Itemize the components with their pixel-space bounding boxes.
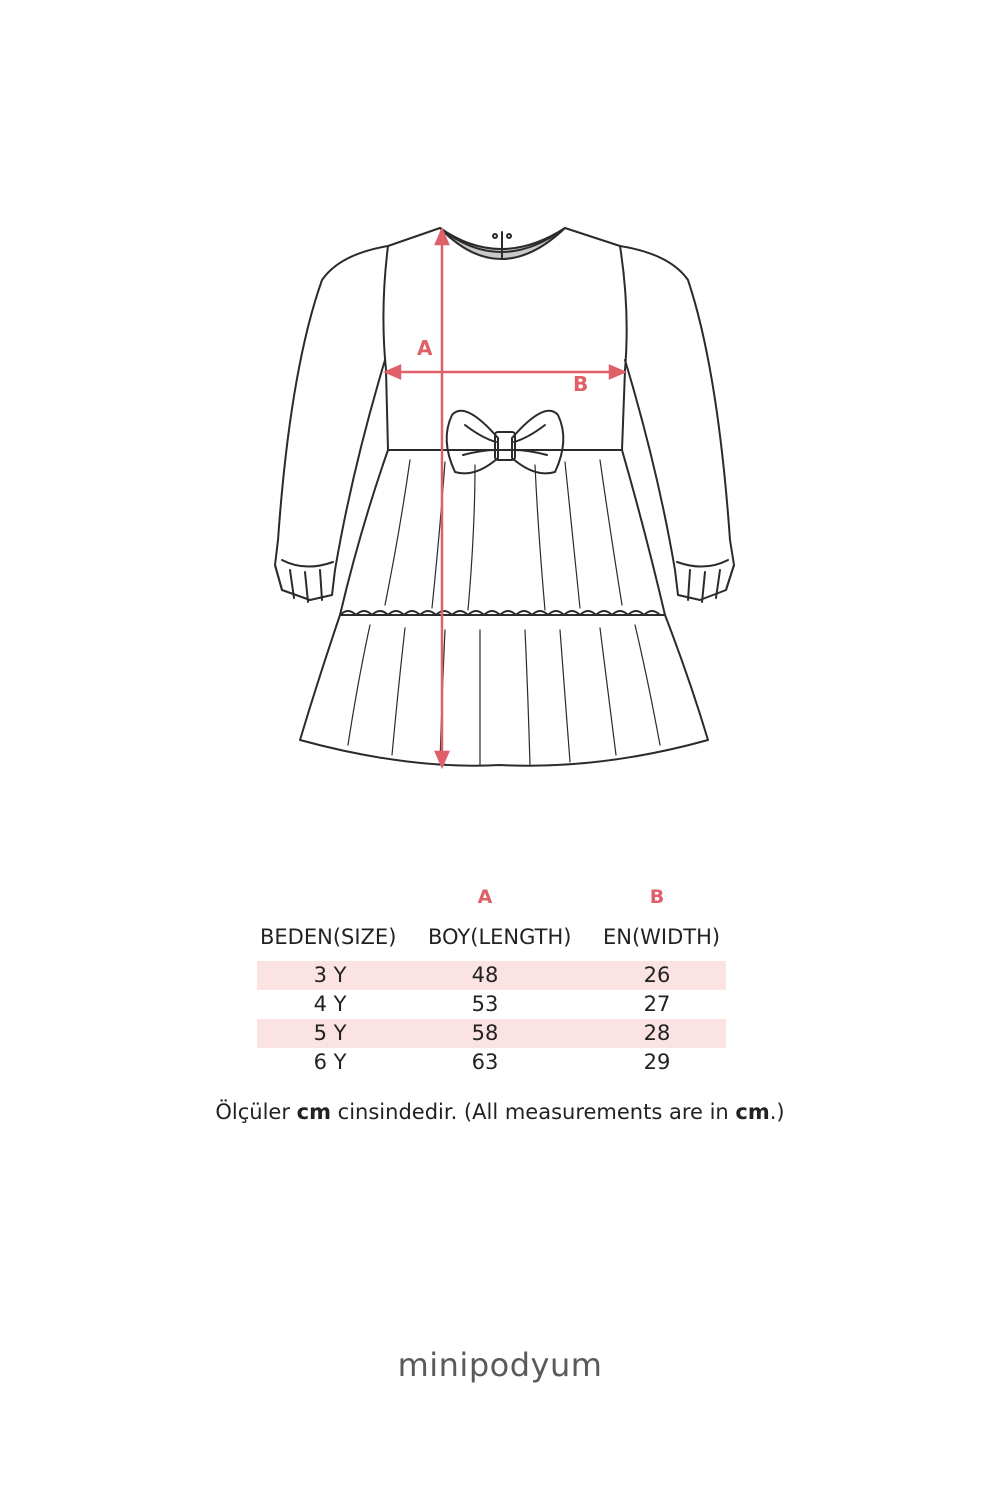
width-letter: B: [649, 886, 665, 908]
size-header: BEDEN(SIZE): [260, 925, 397, 949]
width-cell: 27: [643, 992, 671, 1016]
upper-skirt: [340, 450, 665, 615]
note-text: .): [769, 1100, 785, 1124]
width-cell: 28: [643, 1021, 671, 1045]
brand-logo: minipodyum: [397, 1346, 603, 1384]
measure-b-label: B: [573, 372, 589, 396]
measure-b-line: [386, 366, 624, 378]
bow: [447, 411, 498, 474]
left-sleeve: [275, 246, 388, 600]
measure-a-line: [436, 230, 448, 766]
length-cell: 63: [471, 1050, 499, 1074]
dress-diagram: [260, 210, 740, 790]
note-unit: cm: [296, 1100, 331, 1124]
length-header: BOY(LENGTH): [428, 925, 572, 949]
measurement-note: [0, 1100, 1000, 1124]
lower-skirt: [300, 615, 708, 766]
size-cell: 4 Y: [313, 992, 347, 1016]
width-cell: 29: [643, 1050, 671, 1074]
note-unit: cm: [735, 1100, 770, 1124]
table-row: [257, 990, 726, 1019]
length-cell: 58: [471, 1021, 499, 1045]
note-text: Ölçüler: [215, 1100, 297, 1124]
right-sleeve: [620, 246, 734, 600]
size-cell: 6 Y: [313, 1050, 347, 1074]
note-text: cinsindedir. (All measurements are in: [331, 1100, 736, 1124]
length-letter: A: [477, 886, 493, 908]
width-header: EN(WIDTH): [603, 925, 721, 949]
measure-a-label: A: [417, 336, 433, 360]
length-cell: 53: [471, 992, 499, 1016]
size-cell: 5 Y: [313, 1021, 347, 1045]
table-row: [257, 1019, 726, 1048]
table-row: [257, 1048, 726, 1077]
table-row: [257, 961, 726, 990]
length-cell: 48: [471, 963, 499, 987]
width-cell: 26: [643, 963, 671, 987]
size-cell: 3 Y: [313, 963, 347, 987]
